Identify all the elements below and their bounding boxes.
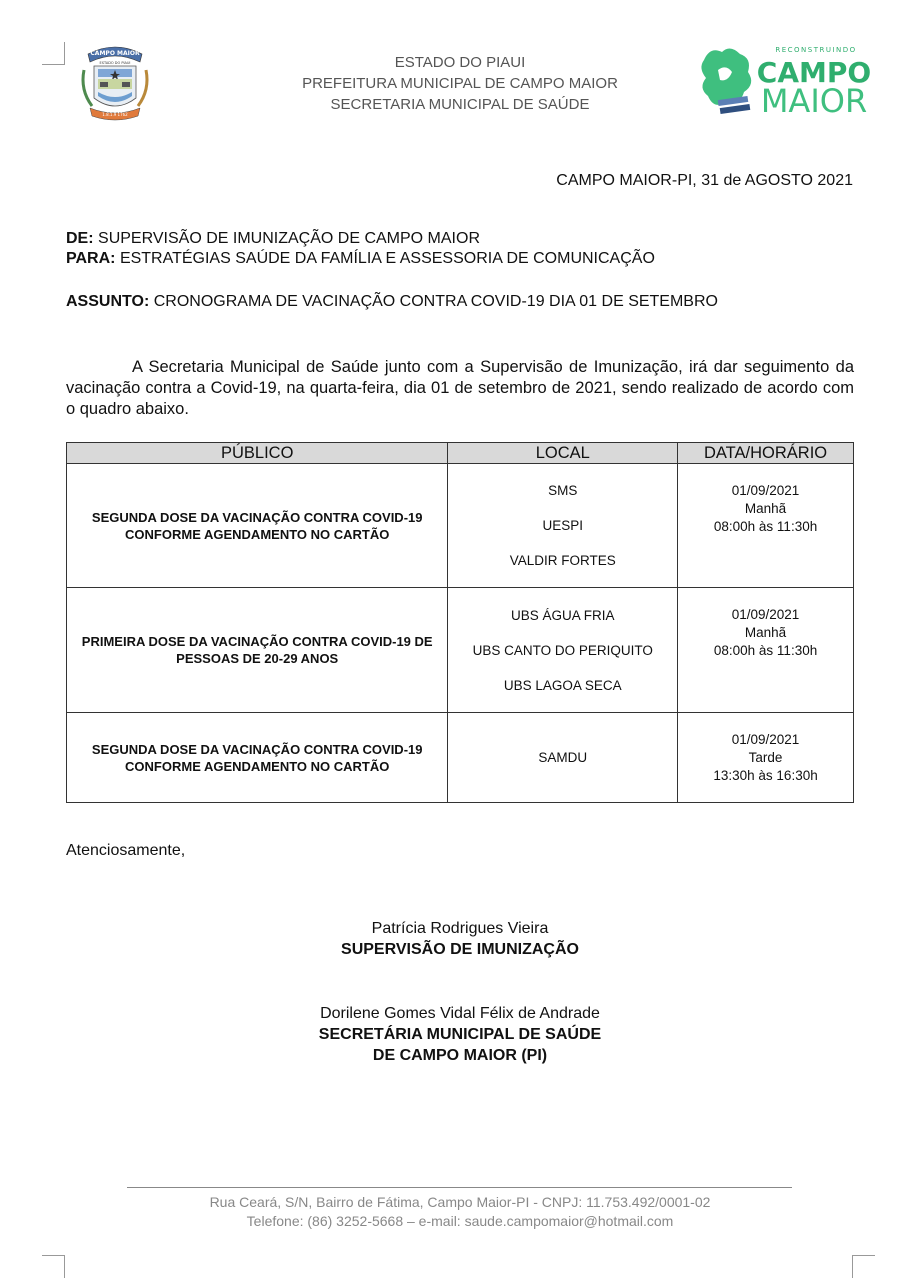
time-text: 08:00h às 11:30h bbox=[713, 519, 818, 534]
cell-data-horario bbox=[678, 713, 854, 803]
cell-local bbox=[448, 713, 678, 803]
column-header-data-horario: DATA/HORÁRIO bbox=[678, 443, 854, 464]
cell-local bbox=[448, 464, 678, 588]
column-header-local: LOCAL bbox=[448, 443, 678, 464]
date-text: 01/09/2021 bbox=[731, 731, 800, 747]
shift-text: Manhã bbox=[744, 625, 787, 640]
memo-to-value: ESTRATÉGIAS SAÚDE DA FAMÍLIA E ASSESSORIA DE COMUNICAÇÃO bbox=[119, 250, 655, 267]
date-line: CAMPO MAIOR-PI, 31 de AGOSTO 2021 bbox=[556, 172, 853, 189]
campo-maior-brand-logo bbox=[696, 40, 878, 122]
cell-data-horario bbox=[678, 588, 854, 713]
table-row bbox=[67, 588, 854, 713]
column-header-publico: PÚBLICO bbox=[67, 443, 448, 464]
local-item: VALDIR FORTES bbox=[509, 553, 616, 568]
memo-from-value: SUPERVISÃO DE IMUNIZAÇÃO DE CAMPO MAIOR bbox=[98, 230, 480, 247]
header-secretaria: SECRETARIA MUNICIPAL DE SAÚDE bbox=[330, 96, 590, 113]
cell-local bbox=[448, 588, 678, 713]
table-row bbox=[67, 713, 854, 803]
signature-role: SUPERVISÃO DE IMUNIZAÇÃO bbox=[341, 941, 579, 958]
svg-text:RECONSTRUINDO: RECONSTRUINDO bbox=[775, 46, 857, 54]
cell-publico: PRIMEIRA DOSE DA VACINAÇÃO CONTRA COVID-19 DE PESSOAS DE 20-29 ANOS bbox=[67, 588, 448, 713]
date-text: 01/09/2021 bbox=[731, 607, 800, 622]
signature-block-secretary bbox=[230, 1003, 690, 1066]
memo-to-label: PARA: bbox=[66, 250, 116, 267]
signature-name: Dorilene Gomes Vidal Félix de Andrade bbox=[320, 1005, 600, 1022]
signature-block-supervisor bbox=[230, 918, 690, 960]
letterhead bbox=[230, 52, 690, 115]
local-item: SAMDU bbox=[538, 750, 588, 765]
table-row bbox=[67, 464, 854, 588]
closing-text: Atenciosamente, bbox=[66, 842, 186, 859]
body-paragraph: A Secretaria Municipal de Saúde junto com a Supervisão de Imunização, irá dar seguimento da vacinação contra a Covid-19, na quarta-feira, dia 01 de setembro de 2021, sendo realizado de acordo com o quadro abaixo. bbox=[66, 358, 854, 418]
svg-text:1.8.1.9 1762: 1.8.1.9 1762 bbox=[102, 112, 128, 117]
local-item: UBS LAGOA SECA bbox=[503, 677, 622, 693]
svg-text:CAMPO MAIOR: CAMPO MAIOR bbox=[90, 50, 140, 57]
svg-text:CAMPO: CAMPO bbox=[756, 56, 872, 89]
crop-mark-bottom-right bbox=[852, 1255, 875, 1278]
cell-publico: SEGUNDA DOSE DA VACINAÇÃO CONTRA COVID-19 CONFORME AGENDAMENTO NO CARTÃO bbox=[67, 713, 448, 803]
memo-subject bbox=[66, 292, 718, 312]
memo-subject-label: ASSUNTO: bbox=[66, 293, 150, 310]
crop-mark-bottom-left bbox=[42, 1255, 65, 1278]
local-item: UBS ÁGUA FRIA bbox=[510, 607, 615, 623]
local-item: SMS bbox=[548, 483, 578, 498]
shift-text: Manhã bbox=[744, 501, 787, 516]
footer-address: Rua Ceará, S/N, Bairro de Fátima, Campo Maior-PI - CNPJ: 11.753.492/0001-02 bbox=[209, 1194, 711, 1210]
signature-role: SECRETÁRIA MUNICIPAL DE SAÚDE bbox=[318, 1026, 602, 1043]
crop-mark-top-left bbox=[42, 42, 65, 65]
date-text: 01/09/2021 bbox=[731, 483, 800, 498]
local-item: UBS CANTO DO PERIQUITO bbox=[472, 642, 653, 658]
local-item: UESPI bbox=[542, 518, 583, 533]
municipal-seal-logo bbox=[78, 40, 152, 124]
svg-text:MAIOR: MAIOR bbox=[760, 82, 868, 120]
memo-subject-value: CRONOGRAMA DE VACINAÇÃO CONTRA COVID-19 DIA 01 DE SETEMBRO bbox=[153, 293, 718, 310]
cell-data-horario bbox=[678, 464, 854, 588]
time-text: 13:30h às 16:30h bbox=[713, 767, 818, 783]
cell-publico: SEGUNDA DOSE DA VACINAÇÃO CONTRA COVID-19 CONFORME AGENDAMENTO NO CARTÃO bbox=[67, 464, 448, 588]
footer-divider bbox=[127, 1187, 792, 1188]
signature-name: Patrícia Rodrigues Vieira bbox=[371, 920, 549, 937]
header-state: ESTADO DO PIAUI bbox=[394, 54, 526, 71]
vaccination-schedule-table bbox=[66, 442, 854, 803]
time-text: 08:00h às 11:30h bbox=[713, 643, 818, 658]
table-header-row bbox=[67, 443, 854, 464]
footer bbox=[100, 1193, 820, 1231]
svg-text:ESTADO DO PIAUI: ESTADO DO PIAUI bbox=[99, 61, 131, 65]
footer-contact: Telefone: (86) 3252-5668 – e-mail: saude.campomaior@hotmail.com bbox=[246, 1213, 674, 1229]
shift-text: Tarde bbox=[748, 749, 783, 765]
memo-to bbox=[66, 249, 655, 269]
memo-from bbox=[66, 229, 480, 249]
header-prefeitura: PREFEITURA MUNICIPAL DE CAMPO MAIOR bbox=[302, 75, 618, 92]
signature-role-line2: DE CAMPO MAIOR (PI) bbox=[372, 1047, 548, 1064]
memo-from-label: DE: bbox=[66, 230, 94, 247]
